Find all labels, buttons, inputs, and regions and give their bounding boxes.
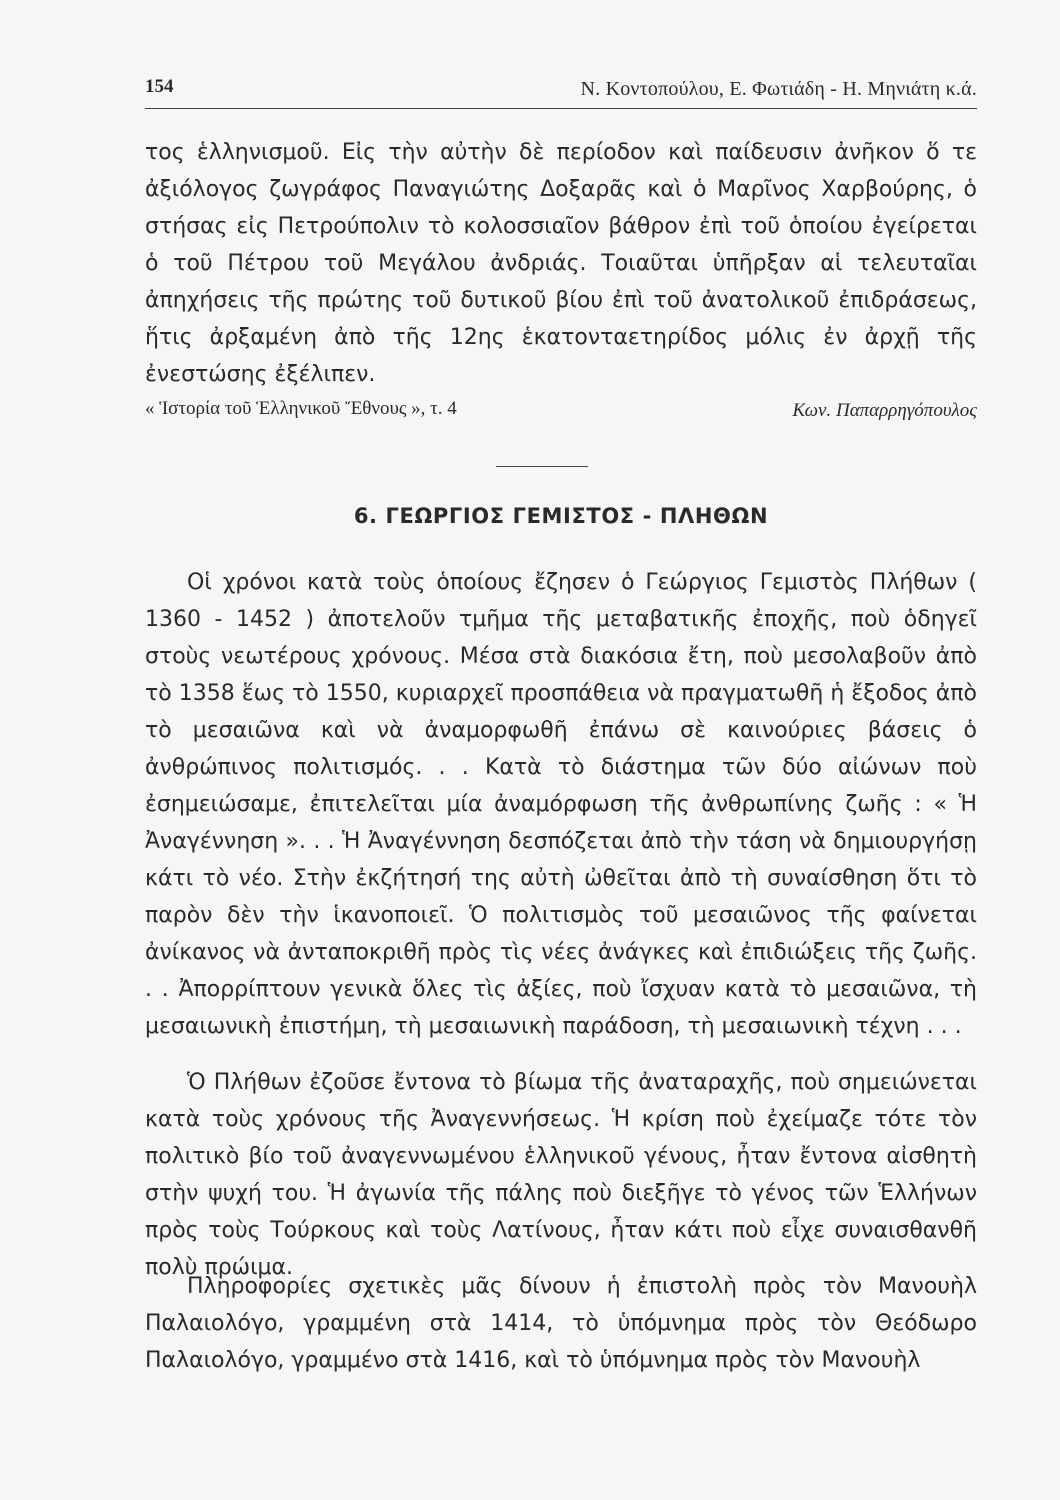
page-header <box>145 72 977 109</box>
citation-author: Κων. Παπαρρηγόπουλος <box>792 400 977 421</box>
citation <box>145 398 977 428</box>
section-divider <box>496 466 588 467</box>
section-paragraph-2: Ὁ Πλήθων ἐζοῦσε ἔντονα τὸ βίωμα τῆς ἀναταραχῆς, ποὺ σημειώνεται κατὰ τοὺς χρόνους τῆς Ἀναγεννήσεως. Ἡ κρίση ποὺ ἐχείμαζε τότε τὸν πολιτικὸ βίο τοῦ ἀναγεννωμένου ἑλληνικοῦ γένους, ἦταν ἔντονα αἰσθητὴ στὴν ψυχή του. Ἡ ἀγωνία τῆς πάλης ποὺ διεξῆγε τὸ γένος τῶν Ἑλλήνων πρὸς τοὺς Τούρκους καὶ τοὺς Λατίνους, ἦταν κάτι ποὺ εἶχε συναισθανθῆ πολὺ πρώιμα. <box>145 1070 977 1280</box>
citation-source: « Ἱστορία τοῦ Ἑλληνικοῦ Ἔθνους », τ. 4 <box>145 398 457 419</box>
section-paragraph-3: Πληροφορίες σχετικὲς μᾶς δίνουν ἡ ἐπιστολὴ πρὸς τὸν Μανουὴλ Παλαιολόγο, γραμμένη στὰ 1414, τὸ ὑπόμνημα πρὸς τὸν Θεόδωρο Παλαιολόγο, γραμμένο στὰ 1416, καὶ τὸ ὑπόμνημα πρὸς τὸν Μανουὴλ <box>145 1274 977 1373</box>
page-number: 154 <box>145 76 174 97</box>
running-head: Ν. Κοντοπούλου, Ε. Φωτιάδη - Η. Μηνιάτη κ.ά. <box>580 78 977 100</box>
section-paragraph-1: Οἱ χρόνοι κατὰ τοὺς ὁποίους ἔζησεν ὁ Γεώργιος Γεμιστὸς Πλήθων ( 1360 - 1452 ) ἀποτελοῦν τμῆμα τῆς μεταβατικῆς ἐποχῆς, ποὺ ὁδηγεῖ στοὺς νεωτέρους χρόνους. Μέσα στὰ διακόσια ἔτη, ποὺ μεσολαβοῦν ἀπὸ τὸ 1358 ἕως τὸ 1550, κυριαρχεῖ προσπάθεια νὰ πραγματωθῆ ἡ ἔξοδος ἀπὸ τὸ μεσαιῶνα καὶ νὰ ἀναμορφωθῆ ἐπάνω σὲ καινούριες βάσεις ὁ ἀνθρώπινος πολιτισμός. . . Κατὰ τὸ διάστημα τῶν δύο αἰώνων ποὺ ἐσημειώσαμε, ἐπιτελεῖται μία ἀναμόρφωση τῆς ἀνθρωπίνης ζωῆς : « Ἡ Ἀναγέννηση ». . . Ἡ Ἀναγέννηση δεσπόζεται ἀπὸ τὴν τάση νὰ δημιουργήσῃ κάτι τὸ νέο. Στὴν ἐκζήτησή της αὐτὴ ὠθεῖται ἀπὸ τὴ συναίσθηση ὅτι τὸ παρὸν δὲν τὴν ἱκανοποιεῖ. Ὁ πολιτισμὸς τοῦ μεσαιῶνος τῆς φαίνεται ἀνίκανος νὰ ἀνταποκριθῆ πρὸς τὶς νέες ἀνάγκες καὶ ἐπιδιώξεις τῆς ζωῆς. . . Ἀπορρίπτουν γενικὰ ὅλες τὶς ἀξίες, ποὺ ἴσχυαν κατὰ τὸ μεσαιῶνα, τὴ μεσαιωνικὴ ἐπιστήμη, τὴ μεσαιωνικὴ παράδοση, τὴ μεσαιωνικὴ τέχνη . . . <box>145 570 977 1039</box>
section-title: 6. ΓΕΩΡΓΙΟΣ ΓΕΜΙΣΤΟΣ - ΠΛΗΘΩΝ <box>353 504 769 528</box>
continuation-paragraph: τος ἑλληνισμοῦ. Εἰς τὴν αὐτὴν δὲ περίοδον καὶ παίδευσιν ἀνῆκον ὅ τε ἀξιόλογος ζωγράφος Παναγιώτης Δοξαρᾶς καὶ ὁ Μαρῖνος Χαρβούρης, ὁ στήσας εἰς Πετρούπολιν τὸ κολοσσιαῖον βάθρον ἐπὶ τοῦ ὁποίου ἐγείρεται ὁ τοῦ Πέτρου τοῦ Μεγάλου ἀνδριάς. Τοιαῦται ὑπῆρξαν αἱ τελευταῖαι ἀπηχήσεις τῆς πρώτης τοῦ δυτικοῦ βίου ἐπὶ τοῦ ἀνατολικοῦ ἐπιδράσεως, ἥτις ἀρξαμένη ἀπὸ τῆς 12ης ἑκατονταετηρίδος μόλις ἐν ἀρχῇ τῆς ἐνεστώσης ἐξέλιπεν. <box>145 140 977 387</box>
